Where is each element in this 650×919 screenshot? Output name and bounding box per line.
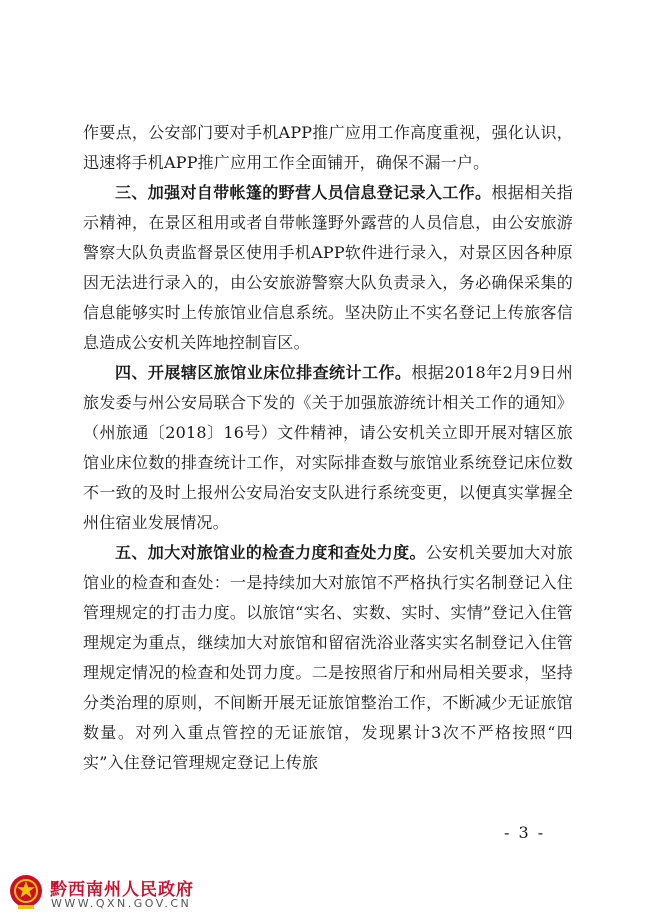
section-heading: 四、开展辖区旅馆业床位排查统计工作。 xyxy=(115,363,412,382)
paragraph-section-3 xyxy=(83,178,573,358)
page-number: - 3 - xyxy=(504,823,546,842)
paragraph-text: 根据2018年2月9日州旅发委与州公安局联合下发的《关于加强旅游统计相关工作的通知》（州旅通〔2018〕16号）文件精神，请公安机关立即开展对辖区旅馆业床位数的排查统计工作，对实际排查数与旅馆业系统登记床位数不一致的及时上报州公安局治安支队进行系统变更，以便真实掌握全州住宿业发展情况。 xyxy=(83,363,573,532)
site-name[interactable]: 黔西南州人民政府 xyxy=(50,880,194,900)
section-heading: 三、加强对自带帐篷的野营人员信息登记录入工作。 xyxy=(115,183,492,202)
paragraph-continuation xyxy=(83,118,573,178)
section-heading: 五、加大对旅馆业的检查力度和查处力度。 xyxy=(115,543,426,562)
site-url[interactable]: WWW.QXN.GOV.CN xyxy=(51,897,192,910)
document-body xyxy=(83,118,573,778)
site-footer[interactable] xyxy=(8,873,268,915)
paragraph-text: 公安机关要加大对旅馆业的检查和查处：一是持续加大对旅馆不严格执行实名制登记入住管理规定的打击力度。以旅馆“实名、实数、实时、实情”登记入住管理规定为重点，继续加大对旅馆和留宿洗浴业落实实名制登记入住管理规定情况的检查和处罚力度。二是按照省厅和州局相关要求，坚持分类治理的原则，不间断开展无证旅馆整治工作，不断减少无证旅馆数量。对列入重点管控的无证旅馆，发现累计3次不严格按照“四实”入住登记管理规定登记上传旅 xyxy=(83,543,573,772)
national-emblem-icon xyxy=(8,873,44,911)
paragraph-text: 作要点，公安部门要对手机APP推广应用工作高度重视，强化认识，迅速将手机APP推广应用工作全面铺开，确保不漏一户。 xyxy=(83,123,573,172)
paragraph-text: 根据相关指示精神，在景区租用或者自带帐篷野外露营的人员信息，由公安旅游警察大队负责监督景区使用手机APP软件进行录入，对景区因各种原因无法进行录入的，由公安旅游警察大队负责录入，务必确保采集的信息能够实时上传旅馆业信息系统。坚决防止不实名登记上传旅客信息造成公安机关阵地控制盲区。 xyxy=(83,183,573,352)
paragraph-section-5 xyxy=(83,538,573,778)
paragraph-section-4 xyxy=(83,358,573,538)
